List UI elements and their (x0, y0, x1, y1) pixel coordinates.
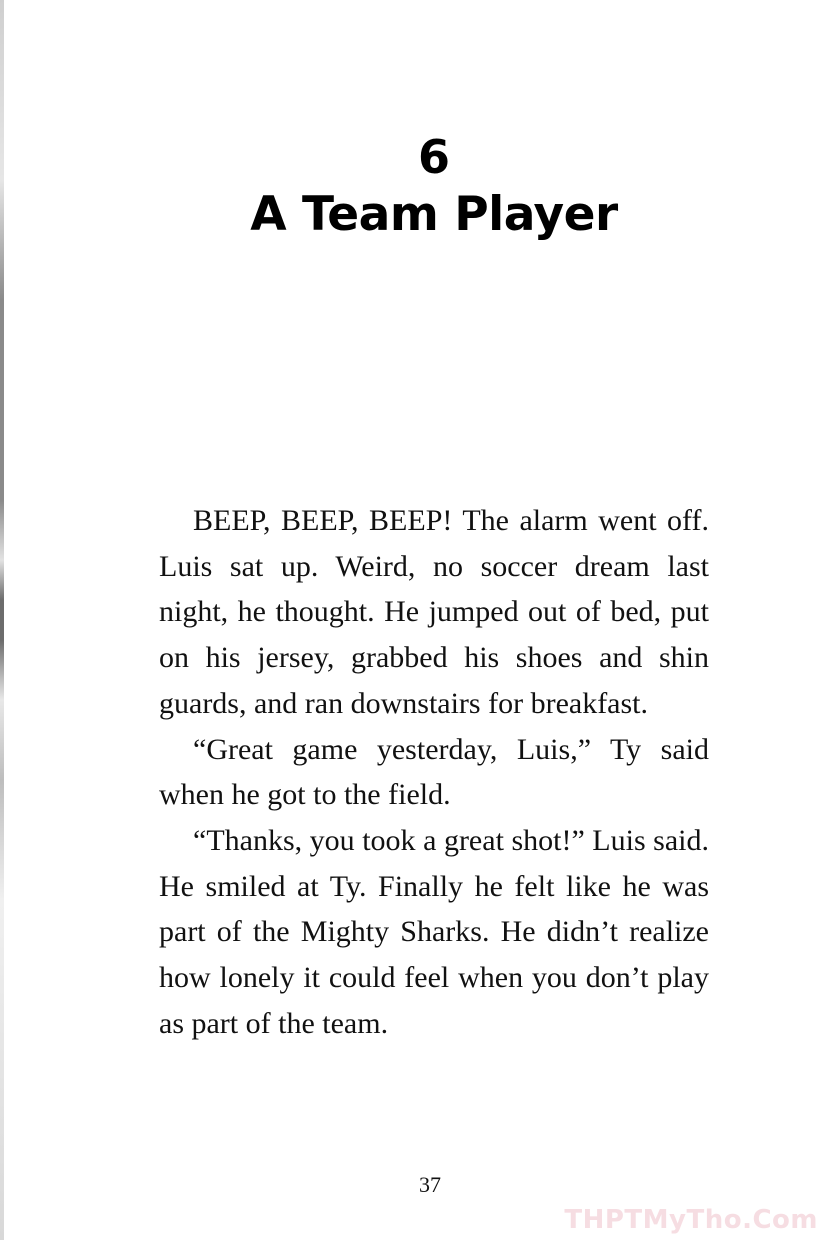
paragraph-alarm: BEEP, BEEP, BEEP! The alarm went off. Luis sat up. Weird, no soccer dream last night, he thought. He jumped out of bed, put on his jersey, grabbed his shoes and shin guards, and ran downstairs for breakfast. (159, 504, 709, 720)
paragraph-great-game: “Great game yesterday, Luis,” Ty said when he got to the field. (159, 732, 709, 812)
paragraph-thanks: “Thanks, you took a great shot!” Luis said. He smiled at Ty. Finally he felt like he was part of the Mighty Sharks. He didn’t realize how lonely it could feel when you don’t play as part of the team. (159, 823, 709, 1040)
watermark: THPTMyTho.Com (564, 1205, 818, 1235)
page-number: 37 (419, 1172, 441, 1197)
chapter-header (0, 128, 826, 244)
chapter-number: 6 (417, 130, 450, 184)
chapter-body (159, 498, 709, 1046)
chapter-title: A Team Player (250, 187, 618, 242)
